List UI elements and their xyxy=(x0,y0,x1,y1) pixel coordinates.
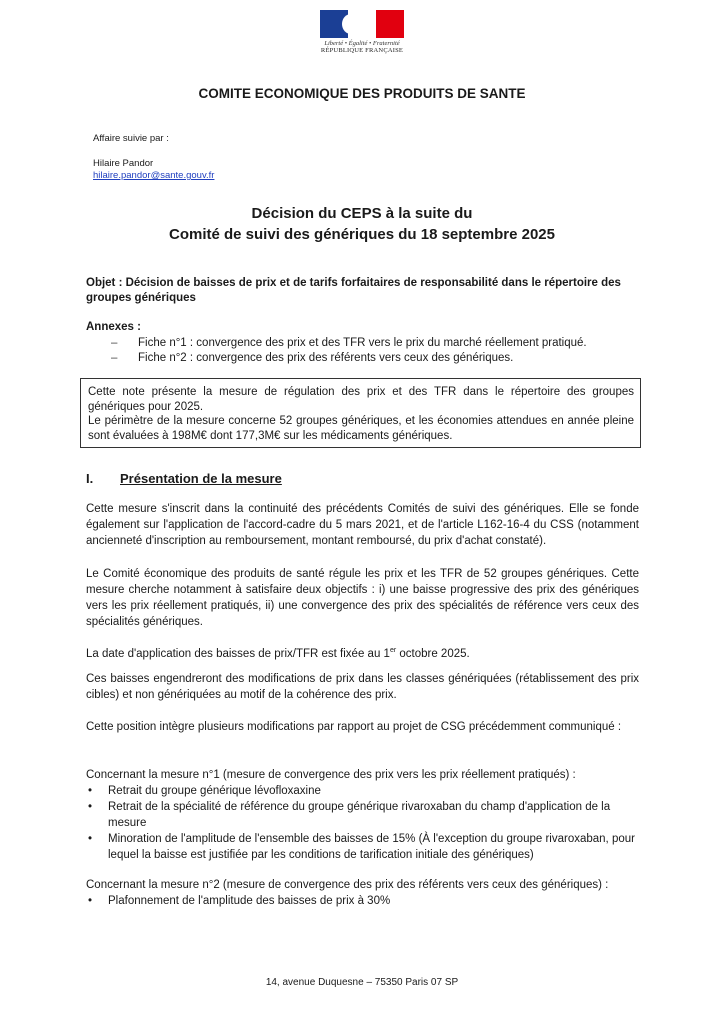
summary-line-2: Le périmètre de la mesure concerne 52 groupes génériques, et les économies attendues en année pleine sont évaluées à 198M€ dont 177,3M€ sur les médicaments génériques. xyxy=(88,415,634,442)
objet-subject: Objet : Décision de baisses de prix et de tarifs forfaitaires de responsabilité dans le répertoire des groupes génériques xyxy=(86,277,621,304)
logo-motto: Liberté • Égalité • Fraternité xyxy=(324,40,400,47)
section-heading xyxy=(86,471,282,486)
paragraph-measure-1: Concernant la mesure n°1 (mesure de convergence des prix vers les prix réellement pratiqués) : xyxy=(86,769,576,781)
republique-francaise-logo xyxy=(318,10,406,64)
document-title xyxy=(0,203,724,245)
contact-email-link[interactable]: hilaire.pandor@sante.gouv.fr xyxy=(93,170,215,181)
organization-heading: COMITE ECONOMIQUE DES PRODUITS DE SANTE xyxy=(198,86,526,101)
paragraph-price-changes: Ces baisses engendreront des modifications de prix dans les classes génériquées (rétablissement des prix cibles) et non génériquées au motif de la cohérence des prix. xyxy=(86,673,639,701)
annexes-list xyxy=(111,336,587,366)
annex-item: – Fiche n°1 : convergence des prix et des TFR vers le prix du marché réellement pratiqué. xyxy=(111,336,587,351)
measure-2-bullet-list xyxy=(86,893,639,909)
marianne-flag-icon xyxy=(320,10,404,38)
logo-republic: RÉPUBLIQUE FRANÇAISE xyxy=(320,47,404,54)
date-superscript: er xyxy=(389,647,397,655)
annexes-heading: Annexes : xyxy=(86,321,141,333)
title-line-2: Comité de suivi des génériques du 18 septembre 2025 xyxy=(169,226,555,243)
paragraph-measure-2: Concernant la mesure n°2 (mesure de convergence des prix des référents vers ceux des génériques) : xyxy=(86,879,609,891)
paragraph-application-date xyxy=(86,646,639,662)
followed-by-label: Affaire suivie par : xyxy=(93,133,169,144)
paragraph-objectives: Le Comité économique des produits de santé régule les prix et les TFR de 52 groupes génériques. Cette mesure cherche notamment à satisfaire deux objectifs : i) une baisse progressive des prix des génériques vers les prix réellement pratiqués, ii) une convergence des prix des spécialités de référence vers ceux des spécialités génériques. xyxy=(86,568,639,628)
date-text-before: La date d'application des baisses de prix/TFR est fixée au 1 xyxy=(86,648,390,660)
summary-line-1: Cette note présente la mesure de régulation des prix et des TFR dans le répertoire des groupes génériques pour 2025. xyxy=(88,386,634,413)
paragraph-continuity: Cette mesure s'inscrit dans la continuité des précédents Comités de suivi des génériques. Elle se fonde également sur l'application de l'accord-cadre du 5 mars 2021, et de l'article L162-16-4 du CSS (notamment ancienneté d'inscription au remboursement, montant remboursé, du prix d'achat constaté). xyxy=(86,503,639,547)
list-item: • Plafonnement de l'amplitude des baisses de prix à 30% xyxy=(86,893,639,909)
list-item: • Retrait du groupe générique lévofloxaxine xyxy=(86,783,639,799)
contact-name: Hilaire Pandor xyxy=(93,158,154,169)
paragraph-modifications: Cette position intègre plusieurs modifications par rapport au projet de CSG précédemment communiqué : xyxy=(86,721,622,733)
list-item: • Minoration de l'amplitude de l'ensemble des baisses de 15% (À l'exception du groupe rivaroxaban, pour lequel la baisse est justifiée par les conditions de tarification initiale des génériques) xyxy=(86,831,639,863)
section-number: I. xyxy=(86,471,94,486)
date-text-after: octobre 2025. xyxy=(396,648,470,660)
list-item: • Retrait de la spécialité de référence du groupe générique rivaroxaban du champ d'application de la mesure xyxy=(86,799,639,831)
summary-box xyxy=(80,378,641,448)
section-title: Présentation de la mesure xyxy=(120,471,282,486)
measure-1-bullet-list xyxy=(86,783,639,863)
annex-item: – Fiche n°2 : convergence des prix des référents vers ceux des génériques. xyxy=(111,351,587,366)
title-line-1: Décision du CEPS à la suite du xyxy=(251,205,473,222)
footer-address: 14, avenue Duquesne – 75350 Paris 07 SP xyxy=(265,977,459,988)
